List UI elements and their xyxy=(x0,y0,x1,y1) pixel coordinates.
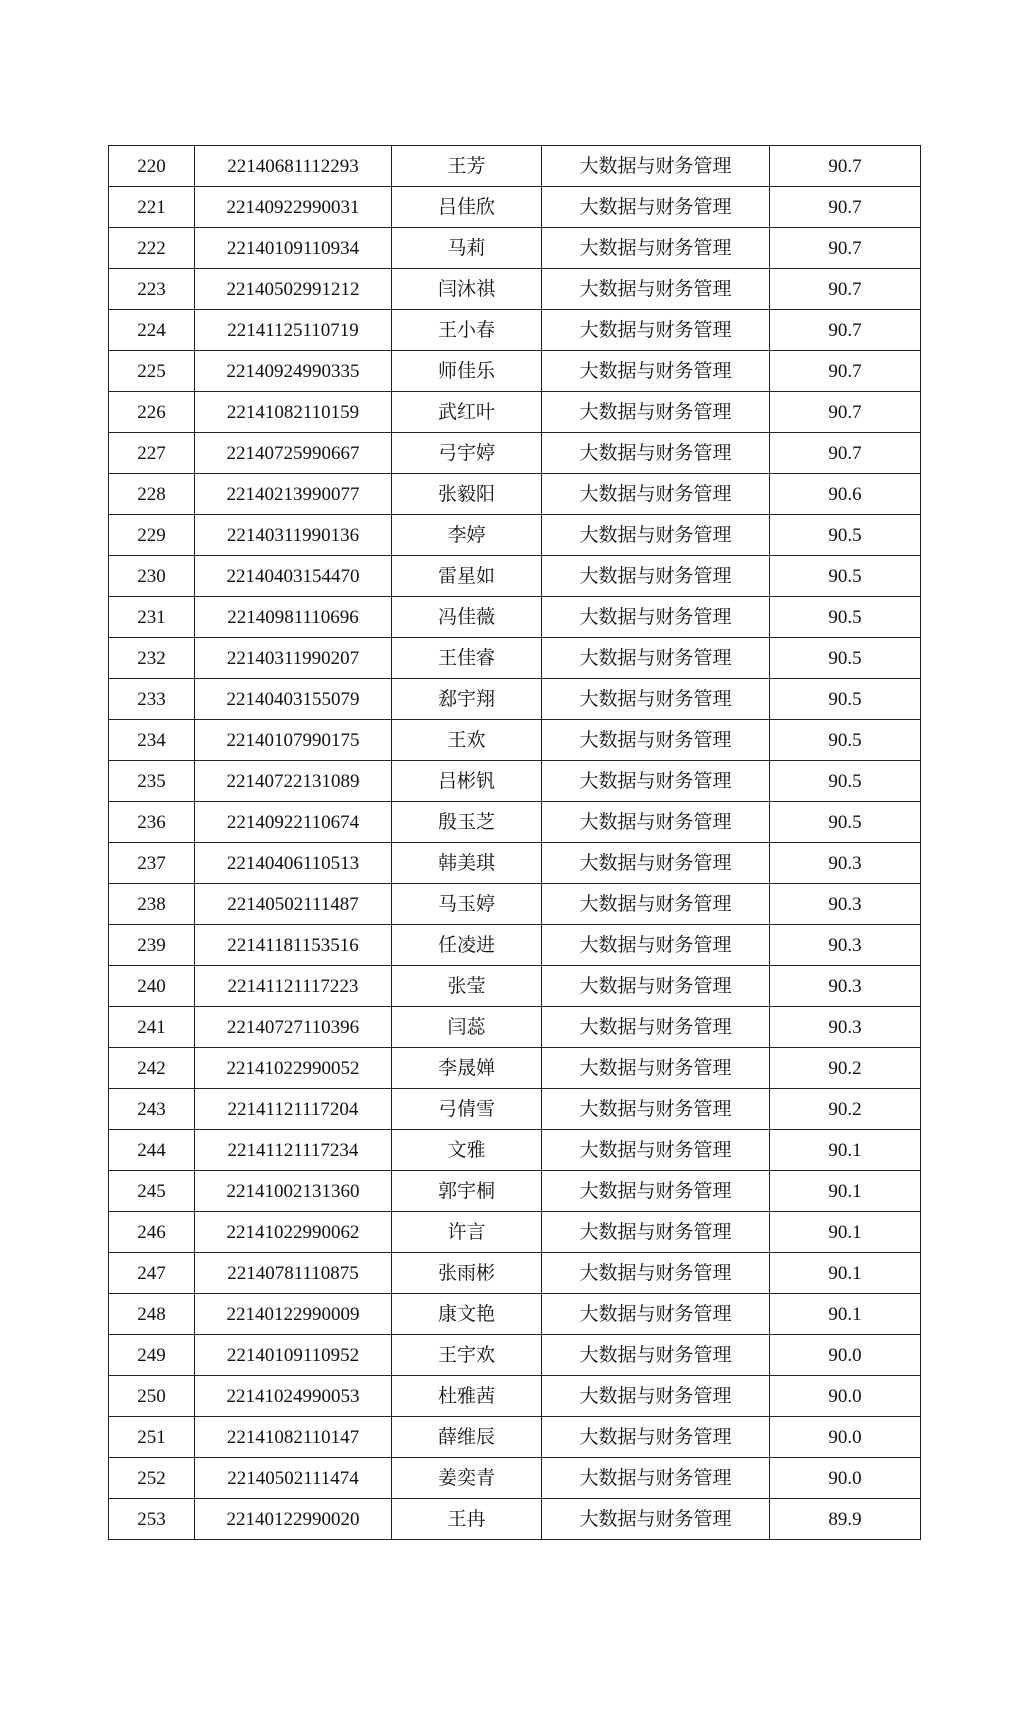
score-cell: 90.5 xyxy=(770,556,921,597)
major-cell: 大数据与财务管理 xyxy=(542,884,770,925)
student-name-cell: 薛维辰 xyxy=(392,1417,542,1458)
score-cell: 90.5 xyxy=(770,802,921,843)
major-cell: 大数据与财务管理 xyxy=(542,1458,770,1499)
table-row xyxy=(109,1212,921,1253)
candidate-id-cell: 22140502111487 xyxy=(195,884,392,925)
table-row xyxy=(109,679,921,720)
row-number-cell: 236 xyxy=(109,802,195,843)
student-name-cell: 姜奕青 xyxy=(392,1458,542,1499)
score-cell: 90.0 xyxy=(770,1335,921,1376)
candidate-id-cell: 22140922110674 xyxy=(195,802,392,843)
student-name-cell: 王芳 xyxy=(392,146,542,187)
student-name-cell: 雷星如 xyxy=(392,556,542,597)
table-row xyxy=(109,638,921,679)
major-cell: 大数据与财务管理 xyxy=(542,638,770,679)
major-cell: 大数据与财务管理 xyxy=(542,802,770,843)
major-cell: 大数据与财务管理 xyxy=(542,146,770,187)
major-cell: 大数据与财务管理 xyxy=(542,1130,770,1171)
major-cell: 大数据与财务管理 xyxy=(542,433,770,474)
row-number-cell: 227 xyxy=(109,433,195,474)
row-number-cell: 252 xyxy=(109,1458,195,1499)
score-cell: 90.5 xyxy=(770,761,921,802)
row-number-cell: 244 xyxy=(109,1130,195,1171)
student-name-cell: 闫沐祺 xyxy=(392,269,542,310)
table-row xyxy=(109,1007,921,1048)
table-row xyxy=(109,1376,921,1417)
major-cell: 大数据与财务管理 xyxy=(542,1499,770,1540)
row-number-cell: 233 xyxy=(109,679,195,720)
score-cell: 90.2 xyxy=(770,1048,921,1089)
table-row xyxy=(109,1048,921,1089)
score-cell: 90.7 xyxy=(770,228,921,269)
score-cell: 90.1 xyxy=(770,1253,921,1294)
major-cell: 大数据与财务管理 xyxy=(542,1212,770,1253)
score-cell: 90.7 xyxy=(770,310,921,351)
student-name-cell: 弓倩雪 xyxy=(392,1089,542,1130)
candidate-id-cell: 22140502111474 xyxy=(195,1458,392,1499)
score-cell: 90.7 xyxy=(770,392,921,433)
score-cell: 90.7 xyxy=(770,187,921,228)
table-row xyxy=(109,1130,921,1171)
score-cell: 90.7 xyxy=(770,433,921,474)
major-cell: 大数据与财务管理 xyxy=(542,1089,770,1130)
candidate-id-cell: 22141082110147 xyxy=(195,1417,392,1458)
score-cell: 89.9 xyxy=(770,1499,921,1540)
candidate-id-cell: 22141002131360 xyxy=(195,1171,392,1212)
table-row xyxy=(109,556,921,597)
major-cell: 大数据与财务管理 xyxy=(542,1294,770,1335)
major-cell: 大数据与财务管理 xyxy=(542,925,770,966)
table-row xyxy=(109,925,921,966)
candidate-id-cell: 22140109110934 xyxy=(195,228,392,269)
student-name-cell: 王宇欢 xyxy=(392,1335,542,1376)
table-row xyxy=(109,351,921,392)
major-cell: 大数据与财务管理 xyxy=(542,474,770,515)
row-number-cell: 238 xyxy=(109,884,195,925)
table-row xyxy=(109,1417,921,1458)
student-name-cell: 吕佳欣 xyxy=(392,187,542,228)
major-cell: 大数据与财务管理 xyxy=(542,269,770,310)
row-number-cell: 222 xyxy=(109,228,195,269)
student-name-cell: 马玉婷 xyxy=(392,884,542,925)
row-number-cell: 228 xyxy=(109,474,195,515)
major-cell: 大数据与财务管理 xyxy=(542,761,770,802)
score-cell: 90.3 xyxy=(770,1007,921,1048)
major-cell: 大数据与财务管理 xyxy=(542,556,770,597)
candidate-id-cell: 22140122990009 xyxy=(195,1294,392,1335)
score-cell: 90.1 xyxy=(770,1294,921,1335)
major-cell: 大数据与财务管理 xyxy=(542,392,770,433)
row-number-cell: 235 xyxy=(109,761,195,802)
row-number-cell: 230 xyxy=(109,556,195,597)
row-number-cell: 250 xyxy=(109,1376,195,1417)
candidate-id-cell: 22140213990077 xyxy=(195,474,392,515)
table-row xyxy=(109,802,921,843)
major-cell: 大数据与财务管理 xyxy=(542,1376,770,1417)
candidate-id-cell: 22141121117234 xyxy=(195,1130,392,1171)
candidate-id-cell: 22140109110952 xyxy=(195,1335,392,1376)
row-number-cell: 239 xyxy=(109,925,195,966)
major-cell: 大数据与财务管理 xyxy=(542,1171,770,1212)
score-cell: 90.5 xyxy=(770,638,921,679)
row-number-cell: 242 xyxy=(109,1048,195,1089)
candidate-id-cell: 22140922990031 xyxy=(195,187,392,228)
candidate-id-cell: 22140981110696 xyxy=(195,597,392,638)
student-name-cell: 张雨彬 xyxy=(392,1253,542,1294)
student-name-cell: 郭宇桐 xyxy=(392,1171,542,1212)
table-row xyxy=(109,843,921,884)
candidate-id-cell: 22141121117223 xyxy=(195,966,392,1007)
student-name-cell: 闫蕊 xyxy=(392,1007,542,1048)
score-cell: 90.5 xyxy=(770,679,921,720)
table-row xyxy=(109,1499,921,1540)
table-row xyxy=(109,597,921,638)
row-number-cell: 223 xyxy=(109,269,195,310)
student-name-cell: 杜雅茜 xyxy=(392,1376,542,1417)
row-number-cell: 220 xyxy=(109,146,195,187)
candidate-id-cell: 22141082110159 xyxy=(195,392,392,433)
major-cell: 大数据与财务管理 xyxy=(542,679,770,720)
score-cell: 90.0 xyxy=(770,1417,921,1458)
student-name-cell: 弓宇婷 xyxy=(392,433,542,474)
table-row xyxy=(109,1458,921,1499)
table-row xyxy=(109,269,921,310)
table-row xyxy=(109,884,921,925)
major-cell: 大数据与财务管理 xyxy=(542,1335,770,1376)
table-row xyxy=(109,1335,921,1376)
table-row xyxy=(109,1253,921,1294)
candidate-id-cell: 22141022990062 xyxy=(195,1212,392,1253)
score-cell: 90.3 xyxy=(770,884,921,925)
candidate-id-cell: 22140725990667 xyxy=(195,433,392,474)
score-table-body xyxy=(109,146,921,1540)
score-cell: 90.7 xyxy=(770,351,921,392)
row-number-cell: 253 xyxy=(109,1499,195,1540)
table-row xyxy=(109,474,921,515)
student-name-cell: 马莉 xyxy=(392,228,542,269)
student-name-cell: 李晟婵 xyxy=(392,1048,542,1089)
table-row xyxy=(109,228,921,269)
row-number-cell: 237 xyxy=(109,843,195,884)
candidate-id-cell: 22140403155079 xyxy=(195,679,392,720)
score-cell: 90.2 xyxy=(770,1089,921,1130)
student-name-cell: 文雅 xyxy=(392,1130,542,1171)
score-cell: 90.3 xyxy=(770,966,921,1007)
row-number-cell: 232 xyxy=(109,638,195,679)
row-number-cell: 224 xyxy=(109,310,195,351)
student-name-cell: 李婷 xyxy=(392,515,542,556)
student-name-cell: 任凌进 xyxy=(392,925,542,966)
student-name-cell: 王佳睿 xyxy=(392,638,542,679)
student-name-cell: 武红叶 xyxy=(392,392,542,433)
score-cell: 90.1 xyxy=(770,1212,921,1253)
student-name-cell: 王欢 xyxy=(392,720,542,761)
row-number-cell: 248 xyxy=(109,1294,195,1335)
student-name-cell: 王冉 xyxy=(392,1499,542,1540)
major-cell: 大数据与财务管理 xyxy=(542,310,770,351)
major-cell: 大数据与财务管理 xyxy=(542,515,770,556)
candidate-id-cell: 22140107990175 xyxy=(195,720,392,761)
major-cell: 大数据与财务管理 xyxy=(542,843,770,884)
table-row xyxy=(109,1089,921,1130)
score-cell: 90.0 xyxy=(770,1376,921,1417)
score-cell: 90.1 xyxy=(770,1171,921,1212)
row-number-cell: 231 xyxy=(109,597,195,638)
major-cell: 大数据与财务管理 xyxy=(542,228,770,269)
table-row xyxy=(109,392,921,433)
score-cell: 90.1 xyxy=(770,1130,921,1171)
student-name-cell: 康文艳 xyxy=(392,1294,542,1335)
row-number-cell: 249 xyxy=(109,1335,195,1376)
candidate-id-cell: 22140727110396 xyxy=(195,1007,392,1048)
row-number-cell: 247 xyxy=(109,1253,195,1294)
table-row xyxy=(109,966,921,1007)
row-number-cell: 226 xyxy=(109,392,195,433)
major-cell: 大数据与财务管理 xyxy=(542,1253,770,1294)
student-name-cell: 师佳乐 xyxy=(392,351,542,392)
score-cell: 90.7 xyxy=(770,146,921,187)
student-name-cell: 殷玉芝 xyxy=(392,802,542,843)
score-cell: 90.3 xyxy=(770,925,921,966)
student-name-cell: 吕彬钒 xyxy=(392,761,542,802)
candidate-id-cell: 22140681112293 xyxy=(195,146,392,187)
score-table xyxy=(108,145,921,1540)
candidate-id-cell: 22141024990053 xyxy=(195,1376,392,1417)
row-number-cell: 243 xyxy=(109,1089,195,1130)
major-cell: 大数据与财务管理 xyxy=(542,966,770,1007)
row-number-cell: 246 xyxy=(109,1212,195,1253)
student-name-cell: 王小春 xyxy=(392,310,542,351)
score-cell: 90.5 xyxy=(770,597,921,638)
student-name-cell: 许言 xyxy=(392,1212,542,1253)
score-cell: 90.3 xyxy=(770,843,921,884)
row-number-cell: 234 xyxy=(109,720,195,761)
candidate-id-cell: 22140406110513 xyxy=(195,843,392,884)
candidate-id-cell: 22141181153516 xyxy=(195,925,392,966)
row-number-cell: 229 xyxy=(109,515,195,556)
candidate-id-cell: 22140122990020 xyxy=(195,1499,392,1540)
table-row xyxy=(109,1171,921,1212)
major-cell: 大数据与财务管理 xyxy=(542,351,770,392)
student-name-cell: 张莹 xyxy=(392,966,542,1007)
candidate-id-cell: 22140502991212 xyxy=(195,269,392,310)
score-cell: 90.5 xyxy=(770,515,921,556)
major-cell: 大数据与财务管理 xyxy=(542,1417,770,1458)
table-row xyxy=(109,433,921,474)
score-cell: 90.7 xyxy=(770,269,921,310)
candidate-id-cell: 22141125110719 xyxy=(195,310,392,351)
major-cell: 大数据与财务管理 xyxy=(542,720,770,761)
table-row xyxy=(109,515,921,556)
table-row xyxy=(109,187,921,228)
row-number-cell: 241 xyxy=(109,1007,195,1048)
candidate-id-cell: 22140311990136 xyxy=(195,515,392,556)
row-number-cell: 245 xyxy=(109,1171,195,1212)
score-cell: 90.5 xyxy=(770,720,921,761)
candidate-id-cell: 22140722131089 xyxy=(195,761,392,802)
student-name-cell: 韩美琪 xyxy=(392,843,542,884)
table-row xyxy=(109,146,921,187)
table-row xyxy=(109,1294,921,1335)
candidate-id-cell: 22140311990207 xyxy=(195,638,392,679)
candidate-id-cell: 22141121117204 xyxy=(195,1089,392,1130)
row-number-cell: 225 xyxy=(109,351,195,392)
candidate-id-cell: 22140403154470 xyxy=(195,556,392,597)
score-cell: 90.0 xyxy=(770,1458,921,1499)
table-row xyxy=(109,761,921,802)
row-number-cell: 240 xyxy=(109,966,195,1007)
row-number-cell: 251 xyxy=(109,1417,195,1458)
table-row xyxy=(109,310,921,351)
major-cell: 大数据与财务管理 xyxy=(542,1007,770,1048)
score-cell: 90.6 xyxy=(770,474,921,515)
candidate-id-cell: 22141022990052 xyxy=(195,1048,392,1089)
row-number-cell: 221 xyxy=(109,187,195,228)
student-name-cell: 冯佳薇 xyxy=(392,597,542,638)
candidate-id-cell: 22140924990335 xyxy=(195,351,392,392)
table-row xyxy=(109,720,921,761)
major-cell: 大数据与财务管理 xyxy=(542,187,770,228)
student-name-cell: 张毅阳 xyxy=(392,474,542,515)
candidate-id-cell: 22140781110875 xyxy=(195,1253,392,1294)
major-cell: 大数据与财务管理 xyxy=(542,1048,770,1089)
student-name-cell: 郄宇翔 xyxy=(392,679,542,720)
major-cell: 大数据与财务管理 xyxy=(542,597,770,638)
